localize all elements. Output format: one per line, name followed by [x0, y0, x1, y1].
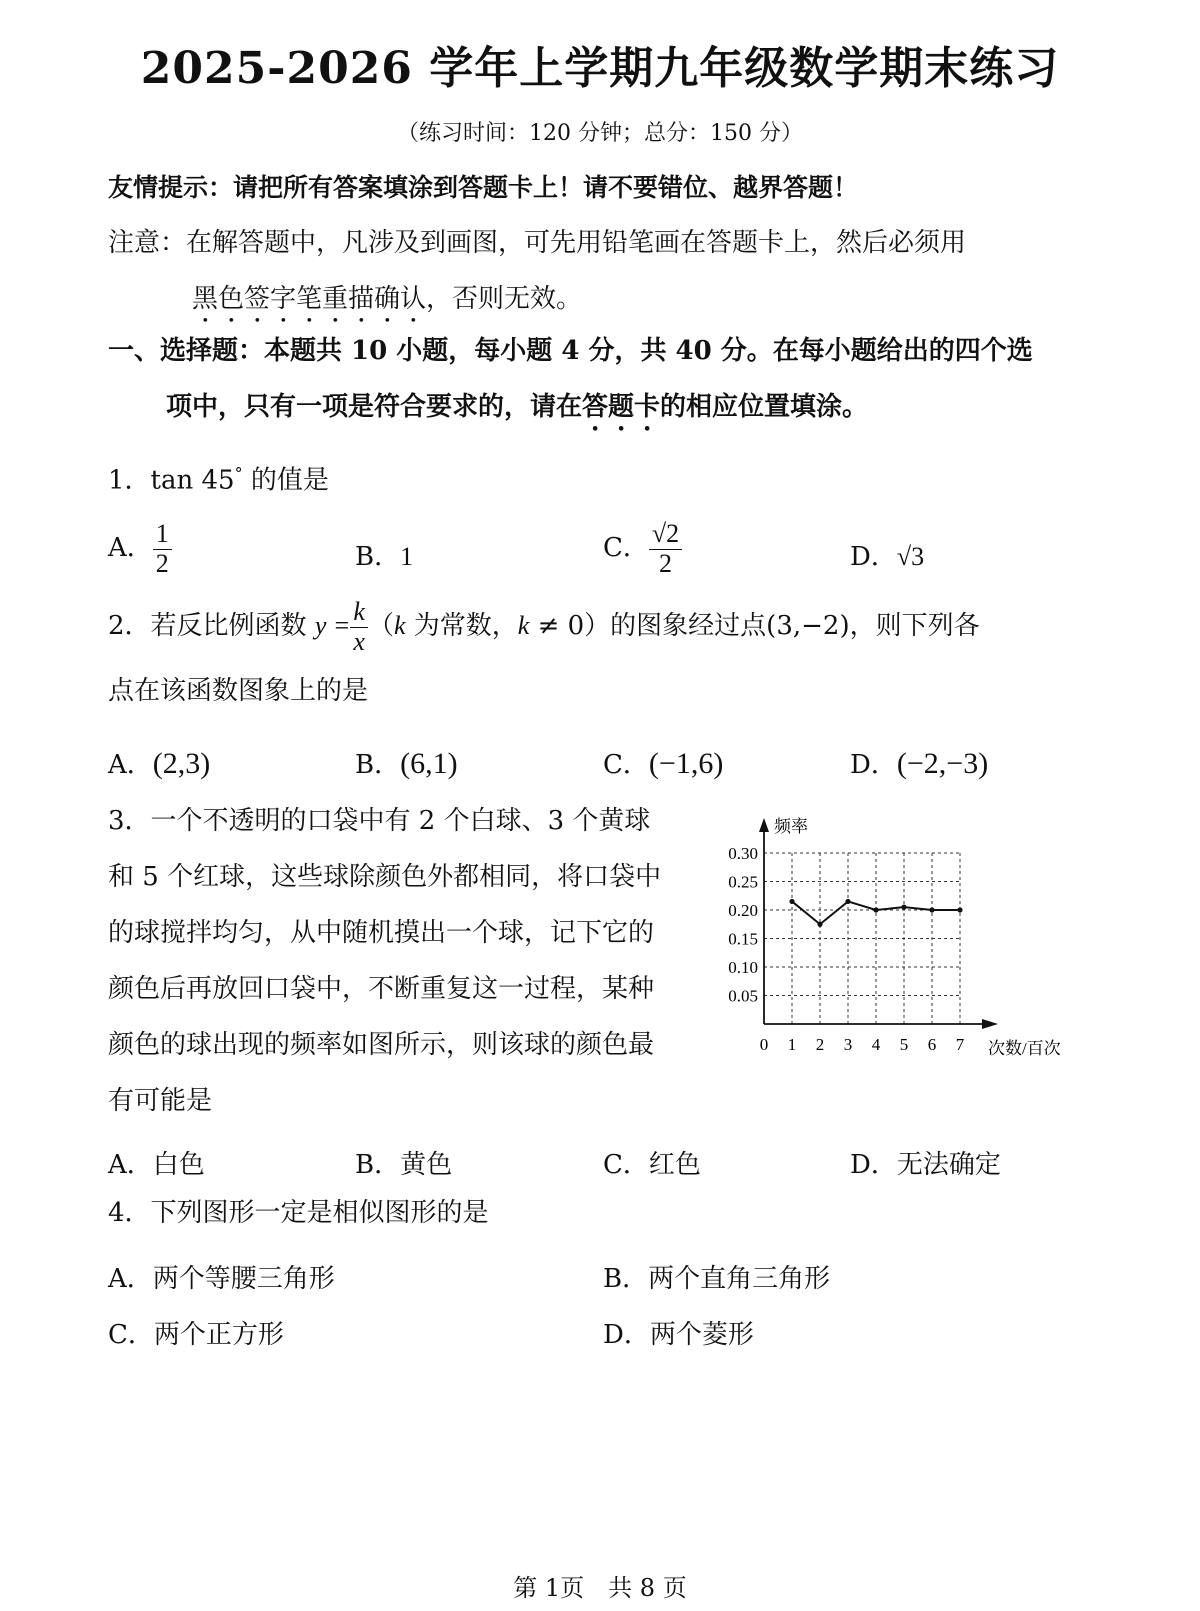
notice-emphasis: 黑色签字笔重描确认 — [192, 284, 427, 314]
fraction-denominator: x — [353, 626, 365, 656]
page-number: 第 1页 共 8 页 — [513, 1574, 687, 1602]
option-label: D． — [850, 1150, 897, 1180]
notice-text-2: ，否则无效。 — [426, 284, 583, 314]
notice-label: 注意： — [108, 228, 187, 258]
data-point — [957, 907, 962, 912]
q2-stem-line-2: 点在该函数图象上的是 — [108, 676, 369, 706]
option-label: C． — [108, 1320, 154, 1350]
fraction-numerator: √2 — [649, 520, 682, 550]
q4-stem: 4．下列图形一定是相似图形的是 — [108, 1198, 489, 1228]
section-heading-line-1: 一、选择题：本题共 10 小题，每小题 4 分，共 40 分。在每小题给出的四个选 — [108, 336, 1033, 366]
option-value: 两个正方形 — [153, 1320, 284, 1350]
q2-y-equals: y = — [314, 611, 351, 641]
option-value: (6,1) — [400, 747, 458, 780]
option-label: C． — [603, 1150, 649, 1180]
option-label: C． — [603, 533, 649, 564]
x-tick-label: 6 — [927, 1035, 937, 1054]
option-value: 无法确定 — [896, 1150, 1001, 1180]
q1-option-a[interactable] — [108, 520, 172, 578]
q3-option-a[interactable] — [108, 1144, 205, 1181]
y-tick-label: 0.25 — [728, 872, 758, 892]
option-label: B． — [355, 1150, 401, 1180]
option-label: B． — [355, 542, 401, 572]
option-value: (−2,−3) — [896, 747, 989, 780]
option-label: D． — [603, 1320, 650, 1350]
q2-k: k — [517, 611, 530, 641]
data-point — [873, 907, 878, 912]
option-value: 两个等腰三角形 — [152, 1264, 335, 1294]
option-value: 两个菱形 — [649, 1320, 754, 1350]
y-tick-label: 0.10 — [728, 958, 758, 977]
q1-stem — [108, 466, 329, 494]
q3-line: 颜色的球出现的频率如图所示，则该球的颜色最 — [108, 1030, 655, 1060]
friendly-tip: 友情提示：请把所有答案填涂到答题卡上！请不要错位、越界答题！ — [108, 173, 859, 202]
y-tick-label: 0.20 — [728, 901, 758, 920]
x-axis-label: 次数/百次 — [988, 1039, 1061, 1058]
q4-option-d[interactable] — [603, 1314, 754, 1351]
q1-option-c[interactable] — [603, 520, 682, 578]
x-tick-label: 3 — [843, 1035, 853, 1054]
q4-option-c[interactable] — [108, 1314, 284, 1351]
x-tick-label: 7 — [955, 1035, 965, 1054]
option-value: 红色 — [648, 1150, 701, 1180]
q2-k: k — [393, 611, 406, 641]
page-title: 2025-2026 学年上学期九年级数学期末练习 — [140, 43, 1060, 94]
notice-text-1: 在解答题中，凡涉及到画图，可先用铅笔画在答题卡上，然后必须用 — [186, 228, 967, 258]
q2-option-d[interactable] — [850, 744, 988, 781]
fraction-denominator: 2 — [659, 548, 673, 578]
q2-text: ≠ 0）的图象经过点(3,−2)，则下列各 — [529, 611, 980, 642]
q2-text: 为常数， — [405, 611, 518, 642]
q4-option-b[interactable] — [603, 1258, 830, 1295]
y-axis-arrow — [759, 818, 769, 832]
section-heading-emphasis: 答题卡 — [582, 392, 661, 422]
option-label: C． — [603, 750, 649, 780]
q4-option-a[interactable] — [108, 1258, 335, 1295]
q2-option-b[interactable] — [355, 744, 458, 781]
exam-info: （练习时间：120 分钟；总分：150 分） — [397, 121, 803, 146]
x-tick-label: 2 — [815, 1035, 825, 1054]
q3-line: 颜色后再放回口袋中，不断重复这一过程，某种 — [108, 974, 655, 1004]
option-label: A． — [108, 533, 153, 564]
option-label: D． — [850, 542, 897, 572]
q3-line: 有可能是 — [108, 1086, 213, 1116]
frequency-chart — [710, 808, 1090, 1070]
option-label: A． — [108, 1150, 153, 1180]
q3-line: 的球搅拌均匀，从中随机摸出一个球，记下它的 — [108, 918, 655, 948]
q2-stem-line-1 — [108, 598, 980, 656]
y-tick-label: 0.30 — [728, 844, 758, 863]
option-label: D． — [850, 750, 897, 780]
data-point — [817, 922, 822, 927]
option-value: 黄色 — [400, 1150, 453, 1180]
q3-option-d[interactable] — [850, 1144, 1001, 1181]
q1-option-b[interactable] — [355, 536, 413, 573]
y-tick-label: 0.15 — [728, 929, 758, 949]
fraction-numerator: 1 — [153, 520, 172, 550]
data-point — [789, 899, 794, 904]
section-heading-text-a: 项中，只有一项是符合要求的，请在 — [166, 392, 583, 422]
q3-option-c[interactable] — [603, 1144, 701, 1181]
x-tick-label: 1 — [787, 1035, 797, 1054]
q2-text: （ — [367, 611, 394, 642]
fraction — [153, 520, 172, 578]
option-value: √3 — [896, 542, 925, 571]
q2-option-c[interactable] — [603, 744, 723, 781]
fraction — [649, 520, 682, 578]
option-label: A． — [108, 1264, 153, 1294]
origin-label: 0 — [759, 1035, 769, 1054]
q1-degree: ° — [234, 464, 243, 483]
x-tick-label: 5 — [899, 1035, 909, 1054]
notice-line-2 — [192, 284, 582, 329]
q1-stem-suffix: 的值是 — [242, 465, 329, 496]
data-point — [929, 907, 934, 912]
q2-option-a[interactable] — [108, 744, 210, 781]
q3-line: 3．一个不透明的口袋中有 2 个白球、3 个黄球 — [108, 806, 651, 836]
fraction-denominator: 2 — [155, 548, 169, 578]
fraction-numerator: k — [350, 598, 368, 628]
q2-stem-pre: 2．若反比例函数 — [108, 611, 315, 642]
option-label: B． — [355, 750, 401, 780]
option-value: (2,3) — [152, 747, 211, 780]
option-value: 白色 — [152, 1150, 205, 1180]
option-label: B． — [603, 1264, 649, 1294]
x-axis-arrow — [982, 1019, 998, 1029]
data-point — [901, 905, 906, 910]
q2-fraction — [350, 598, 368, 656]
option-value: 1 — [400, 542, 414, 571]
q1-option-d[interactable] — [850, 536, 924, 573]
x-tick-label: 4 — [871, 1035, 881, 1054]
q3-option-b[interactable] — [355, 1144, 452, 1181]
y-axis-label: 频率 — [774, 817, 808, 836]
option-label: A． — [108, 750, 153, 780]
section-heading-line-2 — [166, 392, 868, 437]
y-tick-label: 0.05 — [728, 986, 758, 1006]
data-point — [845, 899, 850, 904]
section-heading-text-b: 的相应位置填涂。 — [660, 392, 869, 422]
option-value: (−1,6) — [648, 747, 724, 780]
option-value: 两个直角三角形 — [648, 1264, 831, 1294]
notice-line-1 — [108, 230, 966, 256]
q3-line: 和 5 个红球，这些球除颜色外都相同，将口袋中 — [108, 862, 662, 892]
q1-stem-text: 1．tan 45 — [108, 465, 235, 496]
